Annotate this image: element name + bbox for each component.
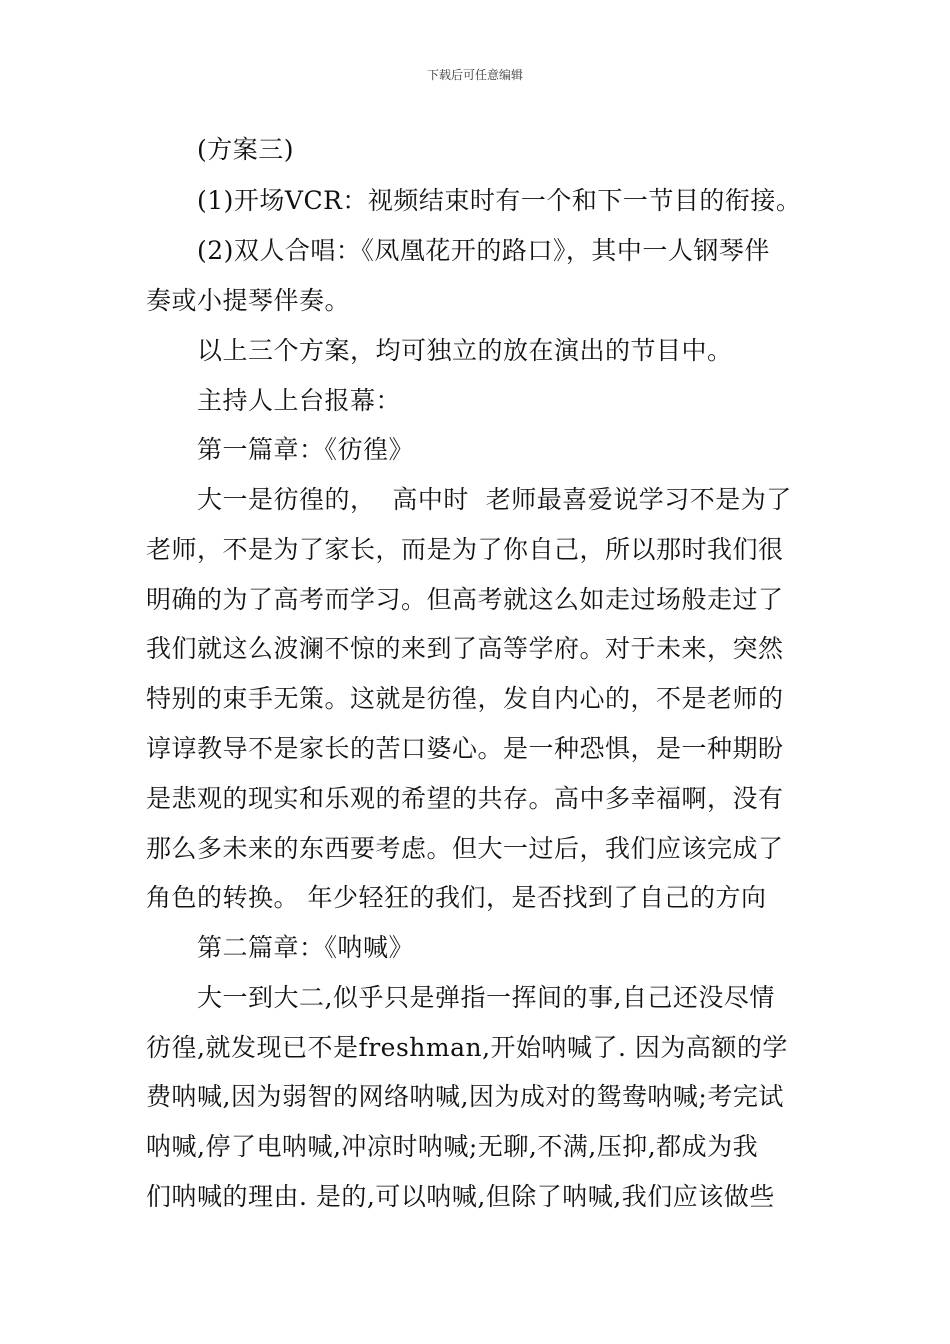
section-heading-plan-three: (方案三) (197, 135, 295, 164)
paragraph-line: 费呐喊,因为弱智的网络呐喊,因为成对的鸳鸯呐喊;考完试 (146, 1082, 784, 1111)
chapter-one-heading: 第一篇章：《彷徨》 (197, 435, 415, 464)
paragraph-line: 老师，不是为了家长，而是为了你自己，所以那时我们很 (146, 535, 784, 564)
paragraph-line: 特别的束手无策。这就是彷徨，发自内心的，不是老师的 (146, 684, 784, 713)
page-header: 下载后可任意编辑 (426, 68, 523, 82)
paragraph-line: 那么多未来的东西要考虑。但大一过后，我们应该完成了 (146, 834, 784, 863)
paragraph-line: 呐喊,停了电呐喊,冲凉时呐喊;无聊,不满,压抑,都成为我 (146, 1132, 759, 1161)
paragraph-line: 们呐喊的理由. 是的,可以呐喊,但除了呐喊,我们应该做些 (146, 1182, 775, 1211)
paragraph-line: 彷徨,就发现已不是freshman,开始呐喊了. 因为高额的学 (146, 1033, 788, 1062)
paragraph-line: 是悲观的现实和乐观的希望的共存。高中多幸福啊，没有 (146, 784, 784, 813)
paragraph-line: 主持人上台报幕： (197, 386, 402, 415)
paragraph-line: (1)开场VCR：视频结束时有一个和下一节目的衔接。 (197, 186, 802, 215)
paragraph-line: (2)双人合唱：《凤凰花开的路口》，其中一人钢琴伴 (197, 236, 770, 265)
paragraph-line: 我们就这么波澜不惊的来到了高等学府。对于未来，突然 (146, 634, 784, 663)
paragraph-line: 角色的转换。 年少轻狂的我们，是否找到了自己的方向 (146, 883, 767, 912)
paragraph-line: 大一是彷徨的， 高中时 老师最喜爱说学习不是为了 (197, 485, 792, 514)
paragraph-line: 以上三个方案，均可独立的放在演出的节目中。 (197, 336, 733, 365)
paragraph-line: 谆谆教导不是家长的苦口婆心。是一种恐惧，是一种期盼 (146, 734, 784, 763)
paragraph-line: 大一到大二,似乎只是弹指一挥间的事,自己还没尽情 (197, 983, 775, 1012)
paragraph-line: 奏或小提琴伴奏。 (146, 286, 351, 315)
paragraph-line: 明确的为了高考而学习。但高考就这么如走过场般走过了 (146, 585, 784, 614)
chapter-two-heading: 第二篇章：《呐喊》 (197, 933, 415, 962)
